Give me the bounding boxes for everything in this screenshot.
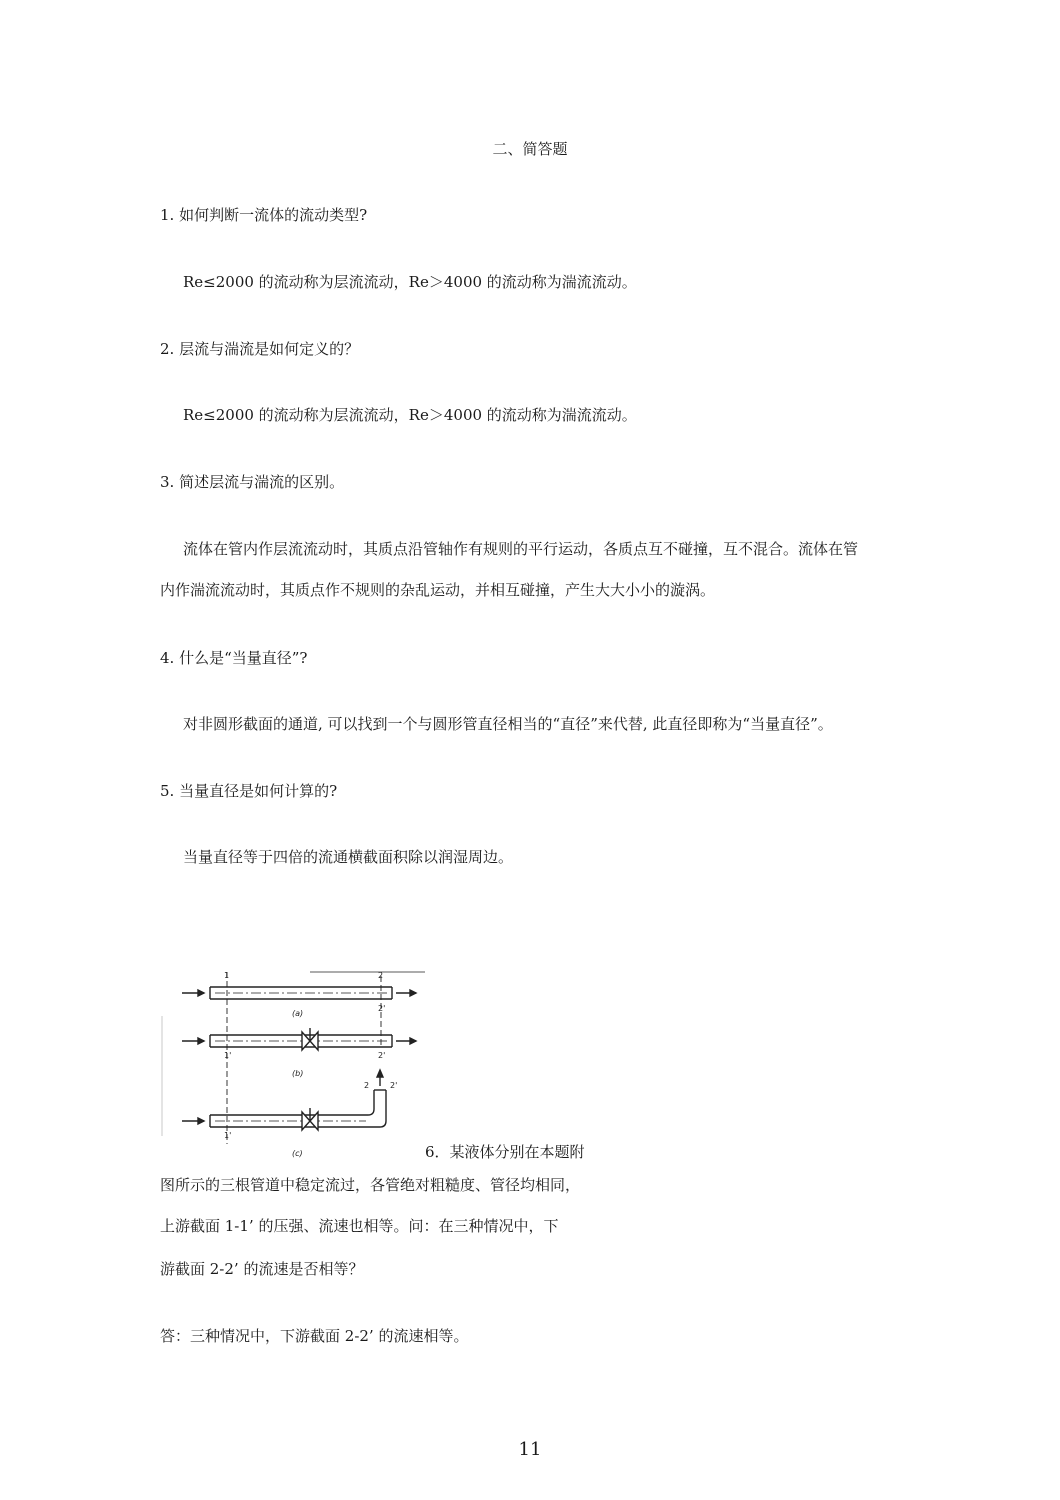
- answer-1: Re≤2000 的流动称为层流流动，Re＞4000 的流动称为湍流流动。: [183, 273, 637, 291]
- label-section-2p-b: 2': [378, 1051, 386, 1060]
- label-pipe-a: (a): [292, 1009, 304, 1018]
- question-1: 1. 如何判断一流体的流动类型?: [160, 206, 368, 224]
- page-number: 11: [518, 1439, 542, 1460]
- label-section-1p-c: 1': [224, 1131, 232, 1140]
- answer-3-line-1: 流体在管内作层流流动时，其质点沿管轴作有规则的平行运动，各质点互不碰撞，互不混合。流体在管: [183, 540, 859, 558]
- answer-2: Re≤2000 的流动称为层流流动，Re＞4000 的流动称为湍流流动。: [183, 406, 637, 424]
- answer-4: 对非圆形截面的通道, 可以找到一个与圆形管直径相当的“直径”来代替, 此直径即称为“当量直径”。: [183, 715, 833, 733]
- answer-5: 当量直径等于四倍的流通横截面积除以润湿周边。: [183, 848, 514, 866]
- label-section-1p-b: 1': [224, 1051, 232, 1060]
- question-5: 5. 当量直径是如何计算的?: [160, 782, 338, 800]
- question-6-line-1: 6．某液体分别在本题附: [425, 1143, 585, 1161]
- pipe-diagram: [160, 966, 430, 1162]
- label-section-2-a: 2: [378, 971, 384, 980]
- label-section-2-c: 2: [364, 1081, 370, 1090]
- label-pipe-b: (b): [292, 1069, 304, 1078]
- label-pipe-c: (c): [292, 1149, 303, 1158]
- question-6-line-3: 上游截面 1-1’ 的压强、流速也相等。问：在三种情况中，下: [160, 1217, 559, 1235]
- answer-6: 答：三种情况中，下游截面 2-2’ 的流速相等。: [160, 1327, 469, 1345]
- question-2: 2. 层流与湍流是如何定义的？: [160, 340, 360, 358]
- label-section-2p-c: 2': [390, 1081, 398, 1090]
- label-section-1-a: 1: [224, 971, 230, 980]
- question-6-line-2: 图所示的三根管道中稳定流过，各管绝对粗糙度、管径均相同，: [160, 1176, 581, 1194]
- section-title: 二、简答题: [492, 140, 568, 158]
- question-4: 4. 什么是“当量直径”?: [160, 649, 308, 667]
- label-section-2p-a: 2': [378, 1004, 386, 1013]
- question-6-line-4: 游截面 2-2’ 的流速是否相等？: [160, 1260, 364, 1278]
- answer-3-line-2: 内作湍流流动时，其质点作不规则的杂乱运动，并相互碰撞，产生大大小小的漩涡。: [160, 581, 716, 599]
- question-3: 3. 简述层流与湍流的区别。: [160, 473, 345, 491]
